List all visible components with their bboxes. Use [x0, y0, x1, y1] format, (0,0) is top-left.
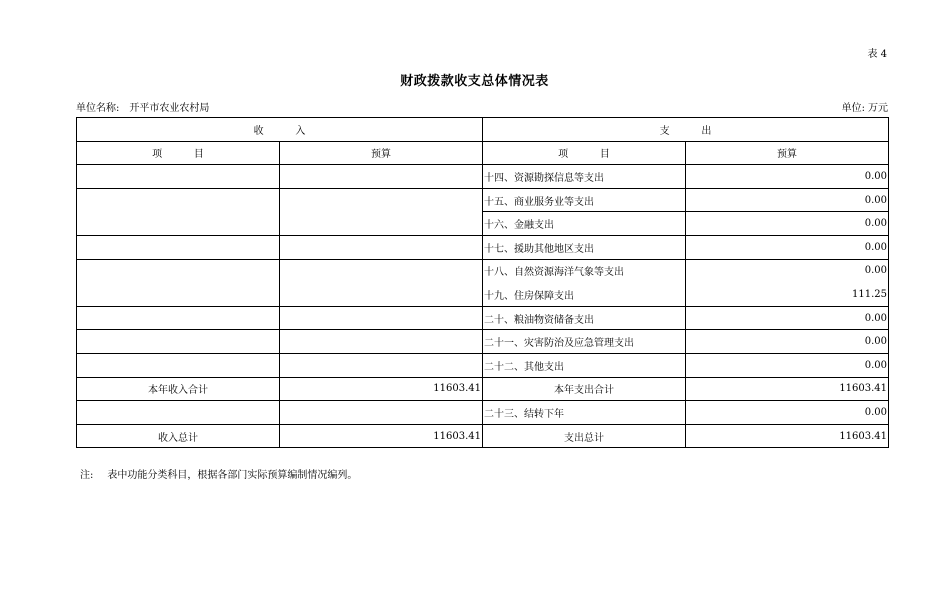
expense-budget-cell: 11603.41: [686, 377, 889, 401]
table-row: [77, 235, 889, 259]
income-budget-cell: 11603.41: [280, 377, 483, 401]
table-row: [77, 283, 889, 307]
unit-name-block: [76, 99, 209, 114]
table-row: [77, 306, 889, 330]
footnote-text: 表中功能分类科目，根据各部门实际预算编制情况编列。: [107, 470, 358, 481]
income-budget-cell: [280, 306, 483, 330]
table-row: [77, 401, 889, 425]
expense-item-cell: 二十一、灾害防治及应急管理支出: [483, 330, 686, 354]
expense-item-cell: 十八、自然资源海洋气象等支出: [483, 259, 686, 283]
income-item-cell: [77, 212, 280, 236]
expense-budget-cell: 11603.41: [686, 424, 889, 448]
income-item-cell: 收入总计: [77, 424, 280, 448]
income-budget-cell: [280, 259, 483, 283]
income-budget-header: 预算: [280, 141, 483, 165]
table-row: [77, 330, 889, 354]
table-row: [77, 165, 889, 189]
income-item-cell: [77, 353, 280, 377]
table-row-grand-total: [77, 424, 889, 448]
income-budget-cell: [280, 165, 483, 189]
expense-item-cell: 支出总计: [483, 424, 686, 448]
income-budget-cell: [280, 353, 483, 377]
unit-name-value: 开平市农业农村局: [129, 103, 210, 114]
expense-item-cell: 十四、资源勘探信息等支出: [483, 165, 686, 189]
table-row-year-total: [77, 377, 889, 401]
currency-value: 万元: [868, 103, 888, 114]
expense-budget-cell: 0.00: [686, 235, 889, 259]
income-item-cell: [77, 259, 280, 283]
footnote-label: 注:: [80, 470, 94, 481]
income-budget-cell: 11603.41: [280, 424, 483, 448]
expense-item-cell: 十六、金融支出: [483, 212, 686, 236]
expense-item-cell: 二十二、其他支出: [483, 353, 686, 377]
expense-budget-cell: 0.00: [686, 259, 889, 283]
expense-item-header: 项 目: [483, 141, 686, 165]
table-row: [77, 212, 889, 236]
income-budget-cell: [280, 330, 483, 354]
expense-item-cell: 本年支出合计: [483, 377, 686, 401]
expense-budget-cell: 0.00: [686, 401, 889, 425]
expense-item-cell: 二十三、结转下年: [483, 401, 686, 425]
income-item-cell: [77, 165, 280, 189]
income-item-cell: [77, 306, 280, 330]
expense-budget-cell: 0.00: [686, 212, 889, 236]
footnote: [80, 466, 357, 481]
income-budget-cell: [280, 283, 483, 307]
header-row-main: [77, 118, 889, 142]
income-budget-cell: [280, 188, 483, 212]
expense-item-cell: 十七、援助其他地区支出: [483, 235, 686, 259]
expense-budget-header: 预算: [686, 141, 889, 165]
income-item-cell: [77, 188, 280, 212]
table-row: [77, 353, 889, 377]
income-budget-cell: [280, 212, 483, 236]
unit-info-row: [76, 99, 888, 114]
document-title: 财政拨款收支总体情况表: [400, 74, 549, 89]
table-number: 表 4: [867, 49, 887, 60]
expense-budget-cell: 0.00: [686, 330, 889, 354]
table-row: [77, 259, 889, 283]
currency-label: 单位:: [841, 103, 865, 114]
expense-header: 支 出: [483, 118, 889, 142]
unit-name-label: 单位名称:: [76, 103, 120, 114]
income-item-cell: [77, 283, 280, 307]
expense-budget-cell: 0.00: [686, 353, 889, 377]
income-item-cell: [77, 330, 280, 354]
income-budget-cell: [280, 235, 483, 259]
expense-item-cell: 十九、住房保障支出: [483, 283, 686, 307]
header-row-sub: [77, 141, 889, 165]
finance-table: [76, 117, 889, 448]
expense-budget-cell: 0.00: [686, 306, 889, 330]
table-row: [77, 188, 889, 212]
income-header: 收 入: [77, 118, 483, 142]
expense-budget-cell: 0.00: [686, 188, 889, 212]
expense-budget-cell: 0.00: [686, 165, 889, 189]
expense-budget-cell: 111.25: [686, 283, 889, 307]
income-item-header: 项 目: [77, 141, 280, 165]
income-item-cell: 本年收入合计: [77, 377, 280, 401]
expense-item-cell: 二十、粮油物资储备支出: [483, 306, 686, 330]
income-budget-cell: [280, 401, 483, 425]
income-item-cell: [77, 235, 280, 259]
income-item-cell: [77, 401, 280, 425]
expense-item-cell: 十五、商业服务业等支出: [483, 188, 686, 212]
currency-unit-block: [842, 99, 888, 114]
